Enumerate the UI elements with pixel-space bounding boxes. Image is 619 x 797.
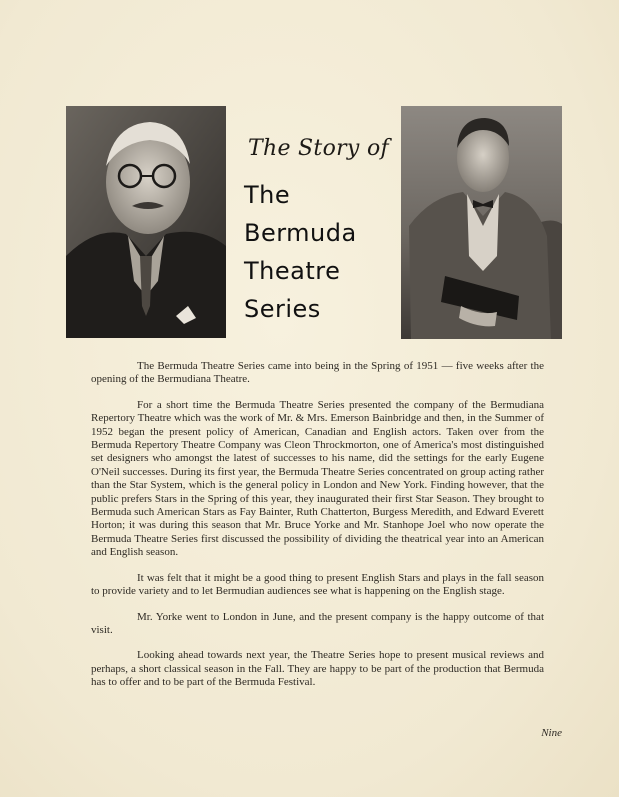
paragraph-5: Looking ahead towards next year, the Theatre Series hope to present musical reviews and perhaps, a short classical season in the Fall. They are happy to be part of the production that Bermuda has to offer and to be part of the Bermuda Festival. xyxy=(91,649,544,689)
paragraph-2: For a short time the Bermuda Theatre Series presented the company of the Bermudiana Repertory Theatre which was the work of Mr. & Mrs. Emerson Bainbridge and then, in the Summer of 1952 began the present policy of American, Canadian and English actors. Taken over from the Bermuda Repertory Theatre Company was Cleon Throckmorton, one of America's most distinguished set designers who amongst the latest of successes to his name, did the settings for the early Eugene O'Neil successes. During its first year, the Bermuda Theatre Series concentrated on group acting rather than the Star System, which is the general policy in London and New York. Finding however, that the public prefers Stars in the Spring of this year, they inaugurated their first Star Season. They brought to Bermuda such American Stars as Fay Bainter, Ruth Chatterton, Burgess Meredith, and Edward Everett Horton; it was during this season that Mr. Bruce Yorke and Mr. Stanhope Joel who now operate the Bermuda Theatre Series first discussed the possibility of dividing the theatrical year into an American and English season. xyxy=(91,398,544,559)
title-line-1: The xyxy=(244,181,291,209)
title-line-3: Theatre xyxy=(244,257,341,285)
portrait-photo-older-man xyxy=(66,106,226,338)
title-line-4: Series xyxy=(244,295,321,323)
paragraph-3: It was felt that it might be a good thing to present English Stars and plays in the fall season to provide variety and to let Bermudian audiences see what is happening on the English stage. xyxy=(91,571,544,598)
portrait-photo-young-man-with-book xyxy=(401,106,562,339)
page-number-label: Nine xyxy=(541,727,562,739)
paragraph-4: Mr. Yorke went to London in June, and the present company is the happy outcome of that visit. xyxy=(91,610,544,636)
paragraph-1: The Bermuda Theatre Series came into being in the Spring of 1951 — five weeks after the opening of the Bermudiana Theatre. xyxy=(91,360,544,386)
title-line-2: Bermuda xyxy=(244,219,357,247)
subtitle-story-of: The Story of xyxy=(248,136,389,161)
article-body xyxy=(91,360,544,702)
